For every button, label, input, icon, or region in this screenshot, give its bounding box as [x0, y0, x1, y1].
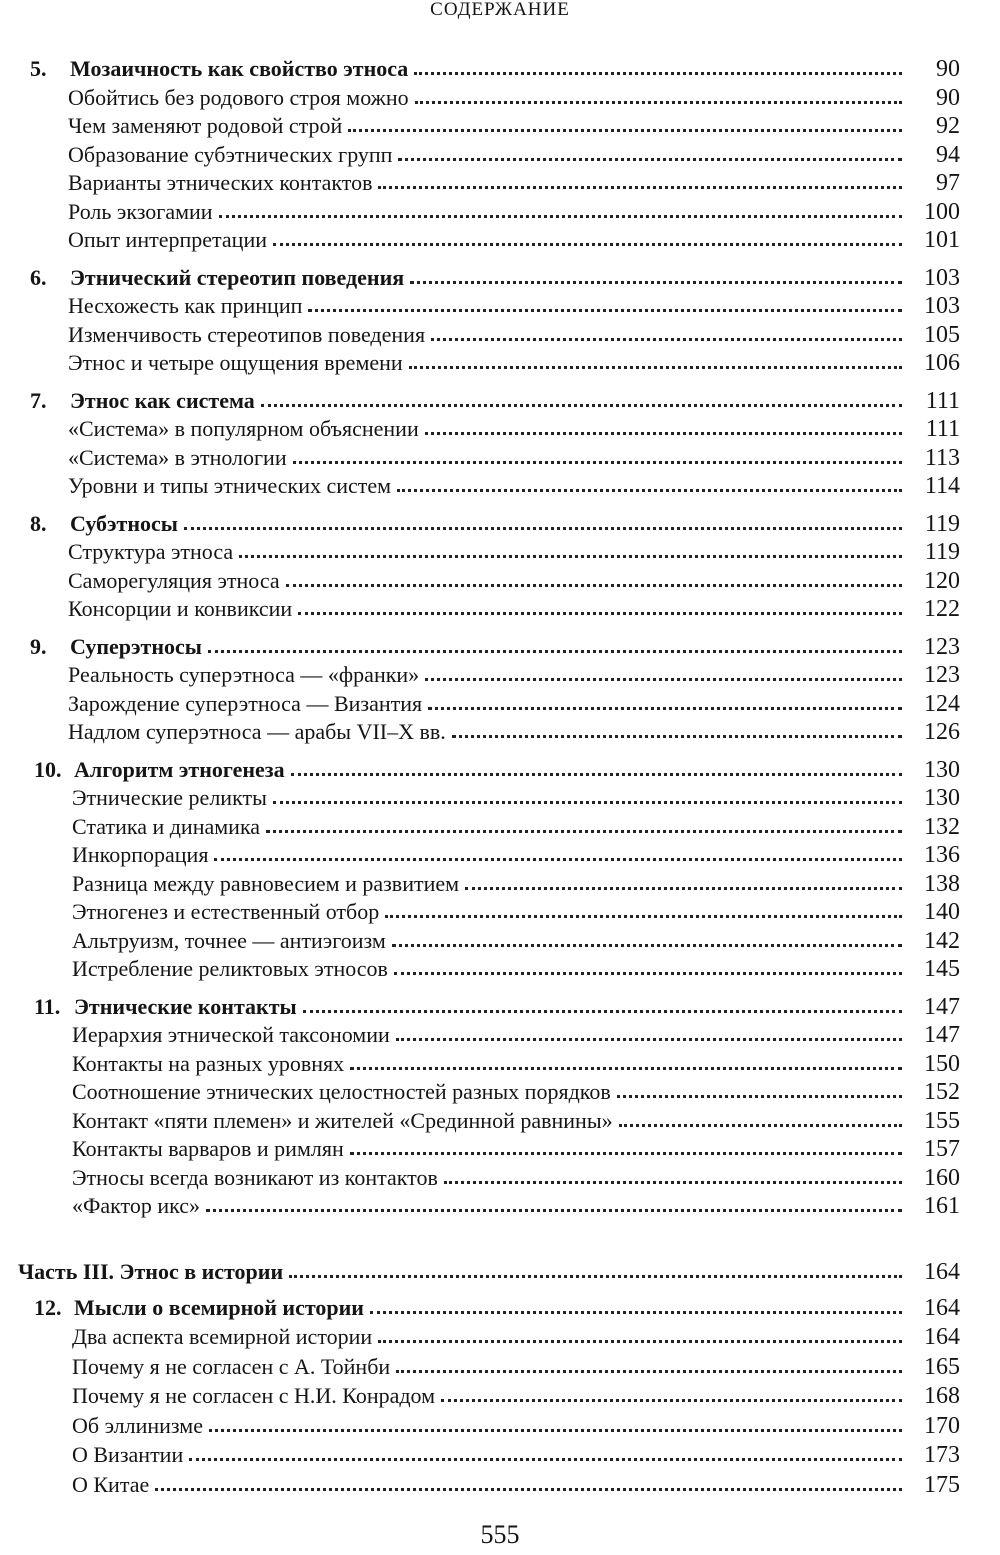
chapter-number: 10. — [34, 756, 62, 782]
toc-page-number: 157 — [924, 1136, 960, 1162]
toc-entry-label — [68, 170, 372, 196]
toc-page-number: 140 — [924, 899, 960, 925]
toc-entry-label — [34, 1295, 364, 1321]
toc-entry-title: Этнический стереотип поведения — [70, 264, 405, 290]
toc-page-number: 142 — [924, 927, 960, 954]
toc-entry — [0, 592, 1000, 622]
toc-entry — [0, 781, 1000, 811]
toc-entry-title: Саморегуляция этноса — [68, 567, 280, 593]
toc-entry-label — [72, 928, 386, 954]
toc-entry-label — [72, 1383, 435, 1409]
toc-page-number: 165 — [924, 1353, 960, 1380]
toc-entry-title: Соотношение этнических целостностей разных порядков — [72, 1079, 611, 1104]
toc-entry-label — [68, 416, 419, 442]
dot-leader — [303, 1010, 902, 1013]
dot-leader — [397, 489, 902, 492]
toc-entry — [0, 1409, 1000, 1439]
toc-page-number: 113 — [924, 444, 960, 471]
toc-entry-label — [72, 785, 267, 811]
toc-entry — [0, 166, 1000, 196]
dot-leader — [396, 1038, 902, 1041]
dot-leader — [289, 1275, 902, 1278]
dot-leader — [209, 1429, 902, 1432]
toc-entry-label — [72, 1442, 183, 1468]
toc-page-number: 119 — [924, 539, 960, 565]
toc-entry-title: Алгоритм этногенеза — [74, 756, 285, 782]
dot-leader — [208, 650, 902, 653]
toc-entry-title: Часть III. Этнос в истории — [18, 1258, 284, 1284]
dot-leader — [189, 1458, 902, 1461]
dot-leader — [350, 1152, 902, 1155]
toc-entry-label — [72, 1413, 203, 1439]
toc-page-number: 114 — [924, 473, 960, 499]
toc-page-number: 122 — [924, 596, 960, 622]
toc-page-number: 164 — [924, 1294, 960, 1321]
toc-entry-title: Изменчивость стереотипов поведения — [68, 321, 426, 347]
toc-entry-title: Суперэтносы — [70, 633, 202, 659]
toc-page-number: 161 — [924, 1193, 960, 1219]
toc-entry — [0, 895, 1000, 925]
toc-entry — [0, 810, 1000, 840]
toc-page-number: 130 — [924, 785, 960, 811]
toc-entry — [0, 535, 1000, 565]
toc-entry-label — [68, 662, 419, 688]
toc-entry — [0, 81, 1000, 111]
dot-leader — [409, 366, 902, 369]
dot-leader — [392, 944, 902, 947]
toc-chapter-heading — [0, 261, 1000, 291]
toc-entry — [0, 1189, 1000, 1219]
toc-entry-title: Реальность суперэтноса — «франки» — [68, 662, 420, 687]
toc-entry — [0, 412, 1000, 442]
toc-entry-title: Этнические контакты — [74, 993, 297, 1019]
toc-entry-title: Истребление реликтовых этносов — [72, 956, 388, 981]
toc-entry-title: Мысли о всемирной истории — [74, 1294, 364, 1320]
toc-page-number: 105 — [924, 321, 960, 348]
toc-entry — [0, 223, 1000, 253]
dot-leader — [348, 129, 902, 132]
toc-page-number: 155 — [924, 1107, 960, 1134]
toc-entry-title: Этногенез и естественный отбор — [72, 899, 380, 924]
toc-page-number: 100 — [924, 198, 960, 225]
toc-entry — [0, 1018, 1000, 1048]
toc-page-number: 106 — [924, 350, 960, 376]
toc-entry-label — [68, 113, 342, 139]
toc-entry-title: «Система» в популярном объяснении — [68, 416, 419, 441]
toc-entry — [0, 1320, 1000, 1350]
toc-chapter-heading — [0, 630, 1000, 660]
dot-leader — [273, 243, 902, 246]
toc-entry-label — [68, 85, 409, 111]
toc-chapter-heading — [0, 52, 1000, 82]
dot-leader — [293, 461, 902, 464]
dot-leader — [415, 101, 902, 104]
toc-entry — [0, 838, 1000, 868]
toc-page-number: 147 — [924, 1022, 960, 1048]
toc-entry-title: Уровни и типы этнических систем — [68, 473, 392, 498]
toc-entry-title: Контакты на разных уровнях — [72, 1050, 345, 1076]
toc-entry-title: Контакты варваров и римлян — [72, 1136, 344, 1161]
toc-entry-label — [68, 719, 446, 745]
dot-leader — [394, 972, 902, 975]
toc-entry — [0, 441, 1000, 471]
toc-entry-label — [68, 322, 425, 348]
toc-page-number: 147 — [924, 993, 960, 1020]
dot-leader — [431, 338, 902, 341]
toc-entry-title: Контакт «пяти племен» и жителей «Срединной равнины» — [72, 1107, 613, 1133]
toc-entry-label — [72, 814, 260, 840]
toc-page-number: 136 — [924, 842, 960, 868]
page-number: 555 — [480, 1520, 520, 1549]
dot-leader — [425, 678, 902, 681]
chapter-number: 7. — [30, 387, 47, 413]
dot-leader — [617, 1095, 902, 1098]
toc-chapter-heading — [0, 753, 1000, 783]
toc-page-number: 170 — [924, 1412, 960, 1439]
toc-page-number: 103 — [924, 293, 960, 319]
toc-entry-label — [68, 350, 403, 376]
toc-entry — [0, 924, 1000, 954]
toc-entry-label — [68, 142, 392, 168]
toc-entry-title: «Фактор икс» — [72, 1193, 201, 1218]
toc-entry-label — [30, 511, 178, 537]
toc-entry-title: Варианты этнических контактов — [68, 170, 373, 195]
toc-entry-label — [72, 956, 388, 982]
toc-page-number: 90 — [936, 56, 960, 82]
toc-entry-title: Этнические реликты — [72, 785, 267, 810]
toc-page-number: 164 — [924, 1324, 960, 1350]
toc-page-number: 138 — [924, 870, 960, 897]
toc-entry-title: Роль экзогамии — [68, 198, 213, 224]
toc-page-number: 160 — [924, 1164, 960, 1191]
toc-entry — [0, 658, 1000, 688]
toc-entry-title: Зарождение суперэтноса — Византия — [68, 690, 423, 716]
toc-page-number: 120 — [924, 567, 960, 594]
toc-entry-title: Мозаичность как свойство этноса — [70, 56, 409, 81]
toc-part-heading — [0, 1255, 1000, 1285]
toc-entry-title: Структура этноса — [68, 539, 234, 564]
chapter-number: 5. — [30, 56, 47, 81]
toc-entry — [0, 109, 1000, 139]
toc-entry — [0, 138, 1000, 168]
toc-entry-title: О Византии — [72, 1442, 184, 1467]
page-header: СОДЕРЖАНИЕ — [430, 0, 570, 20]
toc-entry-title: Несхожесть как принцип — [68, 293, 303, 318]
toc-entry-label — [68, 596, 292, 622]
toc-entry — [0, 1104, 1000, 1134]
toc-entry — [0, 952, 1000, 982]
toc-entry — [0, 687, 1000, 717]
dot-leader — [291, 773, 902, 776]
toc-entry-label — [30, 634, 202, 660]
dot-leader — [239, 555, 902, 558]
dot-leader — [298, 612, 902, 615]
toc-entry-title: Этносы всегда возникают из контактов — [72, 1164, 438, 1190]
dot-leader — [308, 309, 902, 312]
toc-page-number: 92 — [936, 113, 960, 139]
toc-entry-title: Опыт интерпретации — [68, 227, 267, 252]
toc-entry-label — [68, 691, 422, 717]
chapter-number: 8. — [30, 510, 47, 536]
dot-leader — [155, 1488, 902, 1491]
toc-entry — [0, 195, 1000, 225]
toc-entry — [0, 318, 1000, 348]
toc-entry-label — [34, 994, 297, 1020]
toc-entry-title: Статика и динамика — [72, 813, 261, 839]
toc-entry-label — [72, 1108, 613, 1134]
dot-leader — [452, 735, 902, 738]
toc-page-number: 119 — [924, 510, 960, 537]
toc-page-number: 173 — [924, 1442, 960, 1468]
toc-chapter-heading — [0, 990, 1000, 1020]
toc-entry-label — [68, 473, 391, 499]
toc-entry-label — [72, 1022, 390, 1048]
dot-leader — [206, 1209, 902, 1212]
toc-page-number: 94 — [936, 141, 960, 168]
dot-leader — [398, 158, 902, 161]
toc-entry-title: Альтруизм, точнее — антиэгоизм — [72, 927, 386, 953]
toc-entry-title: Этнос и четыре ощущения времени — [68, 350, 403, 375]
toc-entry-title: Иерархия этнической таксономии — [72, 1022, 390, 1047]
toc-page-number: 90 — [936, 84, 960, 111]
toc-page-number: 130 — [924, 756, 960, 783]
toc-page-number: 150 — [924, 1050, 960, 1077]
toc-entry — [0, 1438, 1000, 1468]
toc-page-number: 175 — [924, 1471, 960, 1498]
toc-entry-label — [72, 1193, 200, 1219]
toc-entry — [0, 867, 1000, 897]
toc-entry-title: Разница между равновесием и развитием — [72, 870, 460, 896]
toc-entry-title: Два аспекта всемирной истории — [72, 1324, 373, 1349]
toc-entry-label — [34, 757, 285, 783]
dot-leader — [444, 1181, 902, 1184]
toc-entry — [0, 1468, 1000, 1498]
toc-chapter-heading — [0, 1291, 1000, 1321]
toc-entry-label — [30, 56, 408, 82]
dot-leader — [214, 858, 902, 861]
toc-page-number: 97 — [936, 170, 960, 196]
dot-leader — [410, 281, 902, 284]
toc-entry-title: Обойтись без родового строя можно — [68, 84, 409, 110]
dot-leader — [266, 830, 902, 833]
toc-page-number: 168 — [924, 1383, 960, 1409]
chapter-number: 6. — [30, 264, 47, 290]
dot-leader — [378, 1340, 902, 1343]
chapter-number: 9. — [30, 633, 47, 659]
toc-page-number: 123 — [924, 662, 960, 688]
toc-page-number: 111 — [925, 387, 960, 414]
toc-page-number: 111 — [925, 416, 960, 442]
toc-entry — [0, 1161, 1000, 1191]
toc-entry-title: Инкорпорация — [72, 842, 209, 867]
dot-leader — [184, 527, 902, 530]
toc-page-number: 124 — [924, 690, 960, 717]
toc-entry — [0, 289, 1000, 319]
toc-entry-label — [72, 1079, 611, 1105]
toc-page-number: 132 — [924, 813, 960, 840]
toc-entry-title: Чем заменяют родовой строй — [68, 113, 343, 138]
dot-leader — [414, 72, 902, 75]
toc-entry-label — [72, 1051, 344, 1077]
toc-entry — [0, 469, 1000, 499]
toc-entry-label — [68, 539, 233, 565]
toc-page-number: 164 — [924, 1258, 960, 1285]
toc-entry-label — [72, 1136, 344, 1162]
toc-entry-title: Субэтносы — [70, 510, 178, 536]
toc-entry-label — [18, 1259, 283, 1285]
toc-entry-title: Почему я не согласен с А. Тойнби — [72, 1353, 391, 1379]
toc-page-number: 126 — [924, 719, 960, 745]
toc-entry — [0, 1379, 1000, 1409]
toc-entry-title: О Китае — [72, 1471, 150, 1497]
toc-entry-label — [68, 227, 267, 253]
dot-leader — [385, 915, 902, 918]
toc-entry — [0, 346, 1000, 376]
dot-leader — [219, 215, 902, 218]
dot-leader — [261, 404, 902, 407]
toc-entry-label — [72, 899, 379, 925]
toc-entry-label — [72, 1324, 372, 1350]
toc-entry-label — [68, 199, 213, 225]
dot-leader — [396, 1370, 902, 1373]
chapter-number: 11. — [34, 993, 61, 1019]
toc-entry-label — [72, 1472, 149, 1498]
toc-entry-label — [68, 445, 287, 471]
dot-leader — [441, 1399, 902, 1402]
toc-entry-title: Этнос как система — [70, 387, 255, 413]
toc-entry-title: «Система» в этнологии — [68, 444, 287, 470]
toc-page-number: 145 — [924, 956, 960, 982]
toc-entry-label — [30, 388, 255, 414]
toc-entry-label — [30, 265, 404, 291]
toc-page-number: 103 — [924, 264, 960, 291]
dot-leader — [286, 584, 902, 587]
toc-entry-label — [72, 1354, 390, 1380]
dot-leader — [273, 801, 902, 804]
chapter-number: 12. — [34, 1294, 62, 1320]
toc-entry — [0, 1075, 1000, 1105]
toc-entry-title: Почему я не согласен с Н.И. Конрадом — [72, 1383, 436, 1408]
toc-page-number: 123 — [924, 633, 960, 660]
toc-page-number: 101 — [924, 227, 960, 253]
dot-leader — [378, 186, 902, 189]
toc-entry-label — [72, 1165, 438, 1191]
toc-chapter-heading — [0, 384, 1000, 414]
dot-leader — [425, 432, 902, 435]
toc-entry-label — [72, 842, 208, 868]
toc-entry-title: Образование субэтнических групп — [68, 141, 393, 167]
toc-entry-title: Консорции и конвиксии — [68, 596, 293, 621]
toc-entry — [0, 715, 1000, 745]
toc-entry — [0, 1350, 1000, 1380]
toc-entry-label — [68, 293, 302, 319]
dot-leader — [370, 1311, 902, 1314]
dot-leader — [350, 1067, 902, 1070]
dot-leader — [428, 707, 902, 710]
toc-entry — [0, 564, 1000, 594]
dot-leader — [619, 1124, 902, 1127]
toc-entry-title: Об эллинизме — [72, 1412, 203, 1438]
toc-chapter-heading — [0, 507, 1000, 537]
toc-entry-title: Надлом суперэтноса — арабы VII–X вв. — [68, 719, 446, 744]
toc-page-number: 152 — [924, 1079, 960, 1105]
toc-entry-label — [68, 568, 280, 594]
toc-entry — [0, 1047, 1000, 1077]
dot-leader — [465, 887, 902, 890]
toc-entry — [0, 1132, 1000, 1162]
toc-entry-label — [72, 871, 459, 897]
